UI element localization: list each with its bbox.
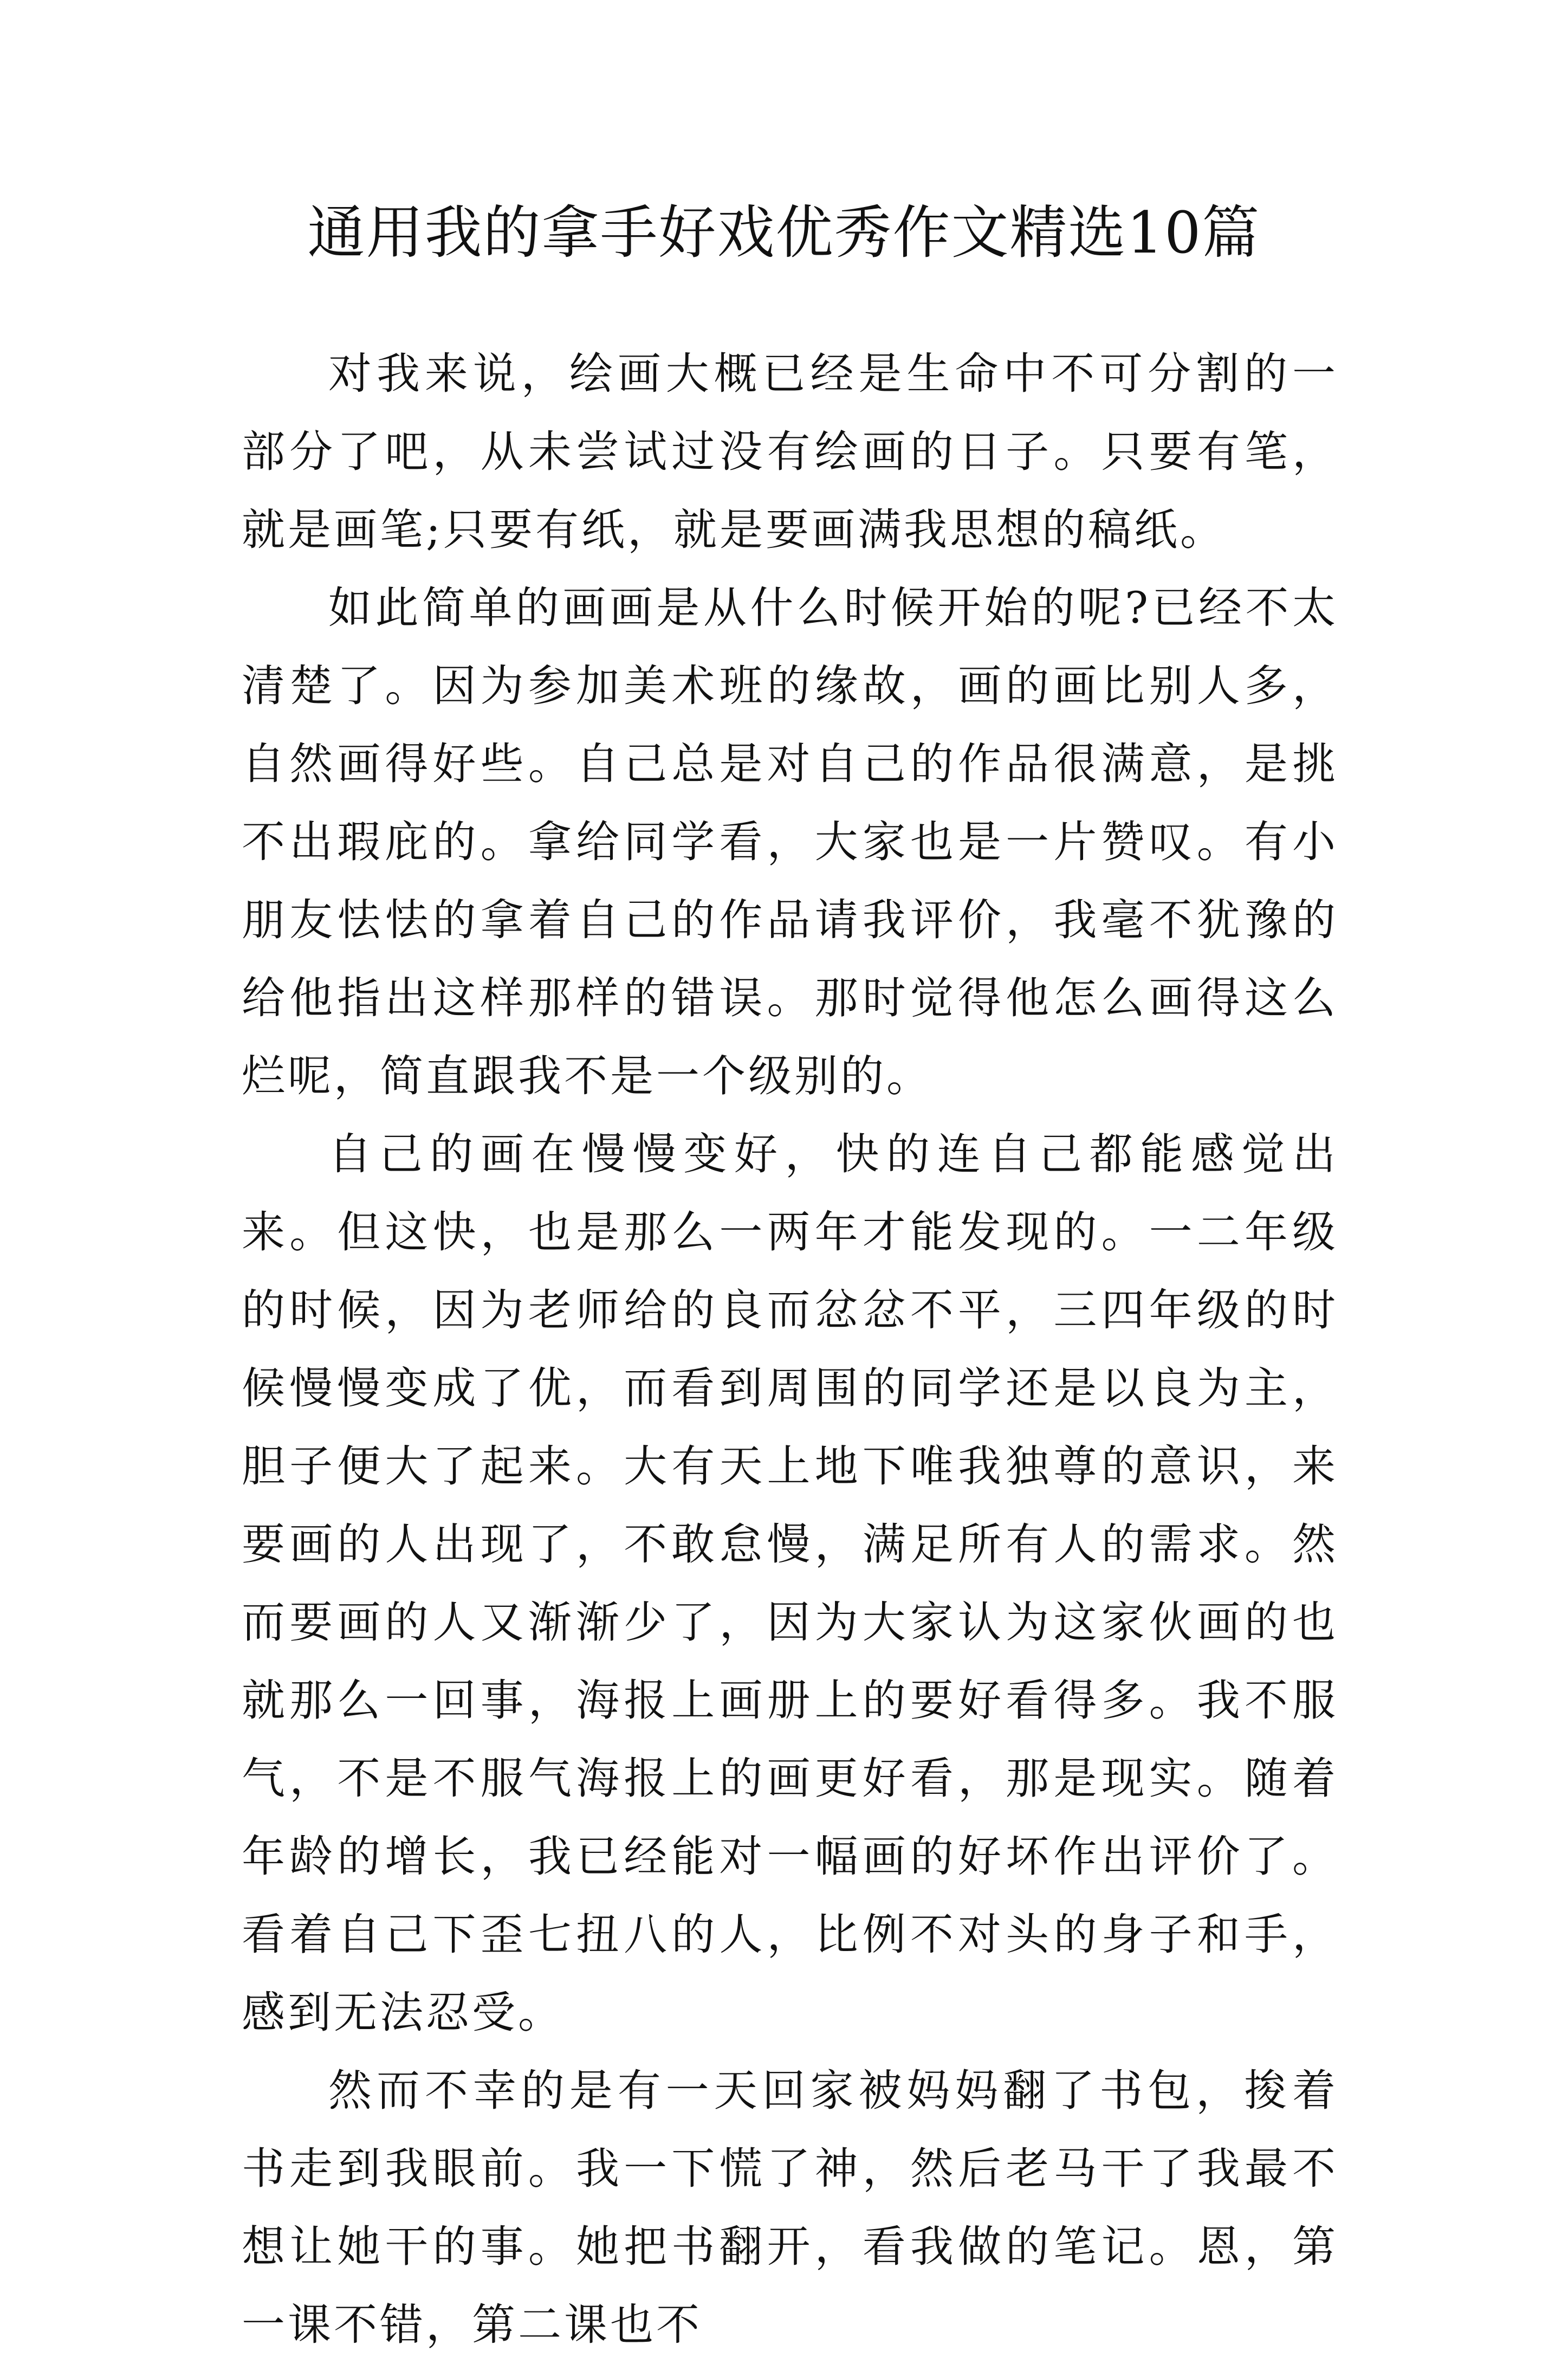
paragraph: 自己的画在慢慢变好，快的连自己都能感觉出来。但这快，也是那么一两年才能发现的。一二年级的时候，因为老师给的良而忿忿不平，三四年级的时候慢慢变成了优，而看到周围的同学还是以良为主，胆子便大了起来。大有天上地下唯我独尊的意识，来要画的人出现了，不敢怠慢，满足所有人的需求。然而要画的人又渐渐少了，因为大家认为这家伙画的也就那么一回事，海报上画册上的要好看得多。我不服气，不是不服气海报上的画更好看，那是现实。随着年龄的增长，我已经能对一幅画的好坏作出评价了。看着自己下歪七扭八的人，比例不对头的身子和手，感到无法忍受。 — [242, 1129, 1338, 2038]
paragraph: 对我来说，绘画大概已经是生命中不可分割的一部分了吧，从未尝试过没有绘画的日子。只要有笔，就是画笔;只要有纸，就是要画满我思想的稿纸。 — [242, 348, 1338, 555]
paragraph: 然而不幸的是有一天回家被妈妈翻了书包，捘着书走到我眼前。我一下慌了神，然后老马干了我最不想让她干的事。她把书翻开，看我做的笔记。恩，第一课不错，第二课也不 — [242, 2065, 1338, 2350]
paragraph: 如此简单的画画是从什么时候开始的呢?已经不太清楚了。因为参加美术班的缘故，画的画比别人多，自然画得好些。自己总是对自己的作品很满意，是挑不出瑕庇的。拿给同学看，大家也是一片赞叹。有小朋友怯怯的拿着自己的作品请我评价，我毫不犹豫的给他指出这样那样的错误。那时觉得他怎么画得这么烂呢，简直跟我不是一个级别的。 — [242, 583, 1338, 1101]
document-title: 通用我的拿手好戏优秀作文精选10篇 — [307, 199, 1261, 266]
document-body — [242, 335, 1338, 2364]
